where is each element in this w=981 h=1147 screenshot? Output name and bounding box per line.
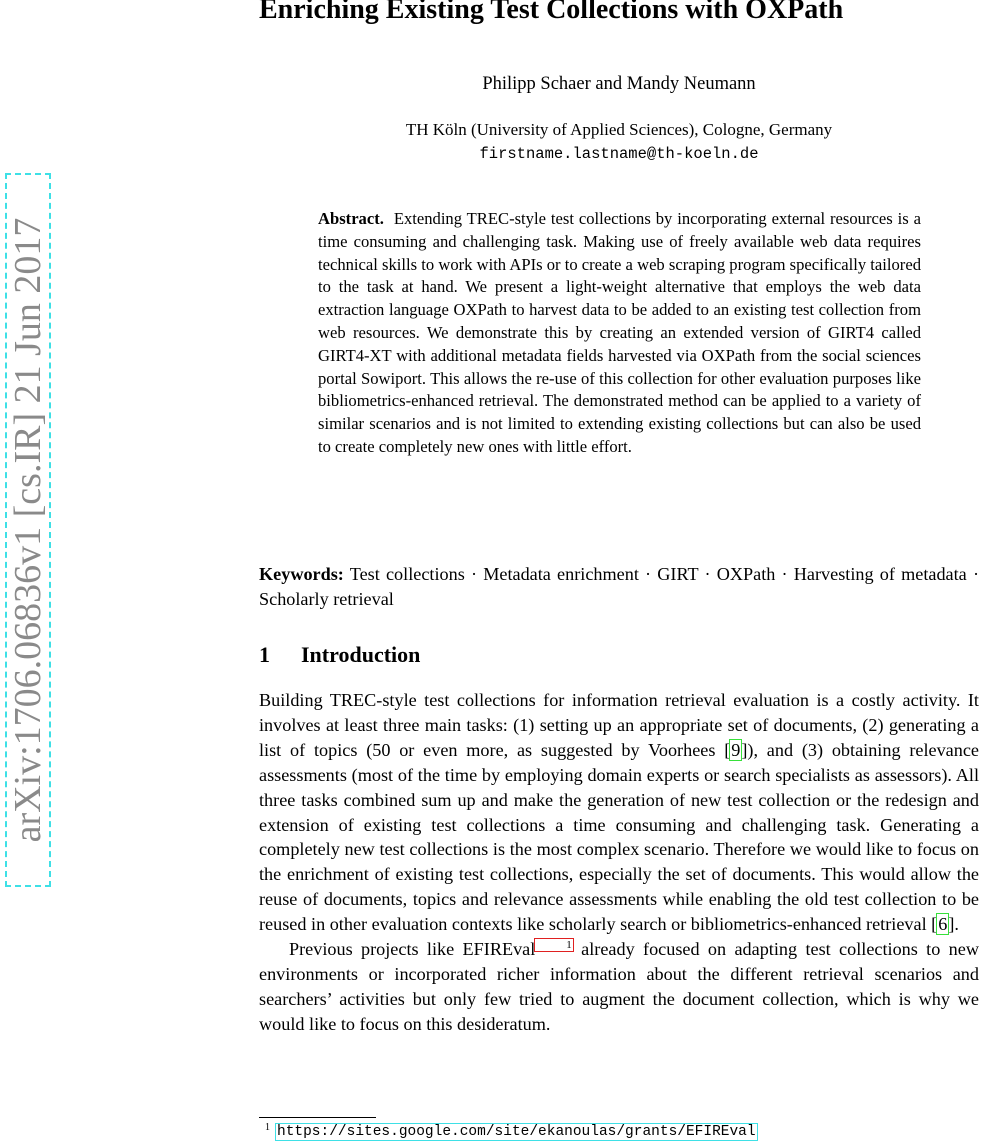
keywords-text: Test collections · Metadata enrichment · GIRT · OXPath · Harvesting of metadata · Scholarly retrieval (259, 564, 980, 609)
abstract (318, 208, 921, 459)
section-title: Introduction (301, 642, 421, 667)
citation-link[interactable]: 9 (731, 739, 741, 760)
paragraph-text: ]), and (3) obtaining relevance assessments (most of the time by employing domain experts or search specialists as assessors). All three tasks combined sum up and make the generation of new test collection or the redesign and extension of existing test collections a time consuming and challenging task. Generating a completely new test collections is the most complex scenario. Therefore we would like to focus on the enrichment of existing test collections, especially the set of documents. This would allow the reuse of documents, topics and relevance assessments while enabling the old test collection to be reused in other evaluation contexts like scholarly search or bibliometrics-enhanced retrieval [ (259, 739, 979, 935)
keywords-label: Keywords: (259, 564, 344, 584)
citation-link[interactable]: 6 (938, 914, 948, 935)
abstract-text: Extending TREC-style test collections by incorporating external resources is a time consuming and challenging task. Making use of freely available web data requires technical skills to work with APIs or to create a web scraping program specifically tailored to the task at hand. We present a light-weight alternative that employs the web data extraction language OXPath to harvest data to be added to an existing test collection from web resources. We demonstrate this by creating an extended version of GIRT4 called GIRT4-XT with additional metadata fields harvested via OXPath from the social sciences portal Sowiport. This allows the re-use of this collection for other evaluation purposes like bibliometrics-enhanced retrieval. The demonstrated method can be applied to a variety of similar scenarios and is not limited to extending existing collections but can also be used to create completely new ones with little effort. (318, 209, 921, 456)
abstract-label: Abstract. (318, 209, 384, 228)
keywords (259, 562, 979, 611)
arxiv-stamp[interactable] (5, 173, 51, 887)
footnote-divider (259, 1117, 376, 1118)
footnote-number: 1 (265, 1122, 270, 1133)
section-number: 1 (259, 642, 270, 667)
paragraph (259, 688, 979, 937)
arxiv-id-text: arXiv:1706.06836v1 [cs.IR] 21 Jun 2017 (7, 217, 49, 843)
body-text (259, 688, 979, 1037)
paper-authors: Philipp Schaer and Mandy Neumann (482, 74, 756, 94)
section-heading (259, 642, 420, 668)
footnote (265, 1122, 757, 1140)
footnote-link[interactable]: 1 (535, 939, 573, 951)
paper-title: Enriching Existing Test Collections with OXPath (259, 0, 844, 25)
paragraph-text: already focused on adapting test collections to new environments or incorporated richer information about the different retrieval scenarios and searchers’ activities but only few tried to augment the document collection, which is why we would like to focus on this desideratum. (259, 939, 979, 1034)
footnote-url-link[interactable]: https://sites.google.com/site/ekanoulas/grants/EFIREval (277, 1124, 756, 1140)
paper-affiliation: TH Köln (University of Applied Sciences), Cologne, Germany (405, 120, 833, 139)
paragraph-text: ]. (948, 914, 959, 935)
paragraph (259, 937, 979, 1037)
paragraph-text: Building TREC-style test collections for information retrieval evaluation is a costly activity. It involves at least three main tasks: (1) setting up an appropriate set of documents, (2) generating a list of topics (50 or even more, as suggested by Voorhees [ (259, 690, 979, 760)
paragraph-text: Previous projects like EFIREval (289, 939, 536, 960)
paper-email: firstname.lastname@th-koeln.de (479, 145, 759, 163)
